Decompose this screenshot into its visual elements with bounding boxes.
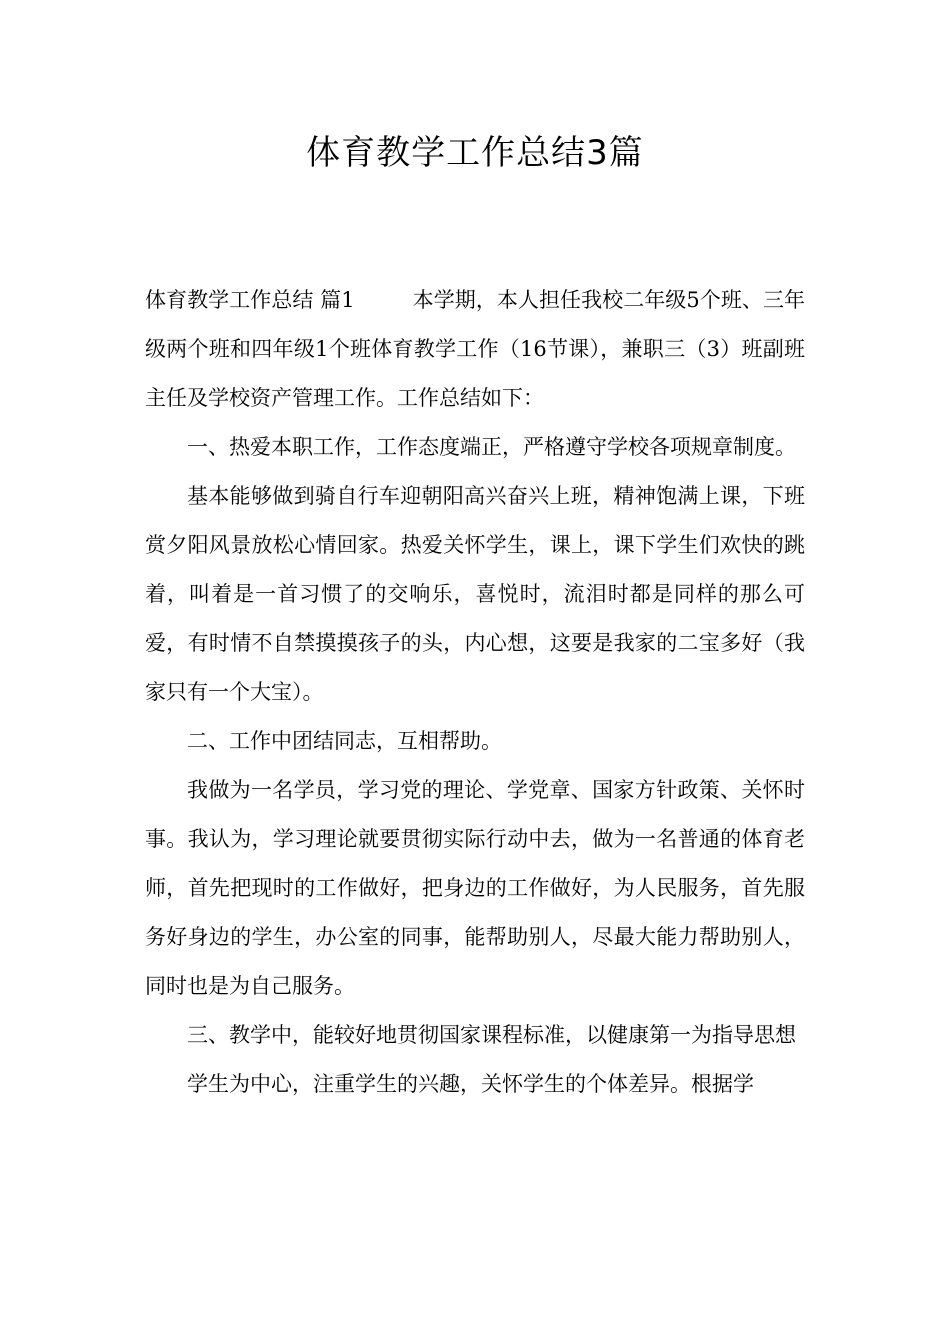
paragraph: 我做为一名学员，学习党的理论、学党章、国家方针政策、关怀时事。我认为，学习理论就要贯彻实际行动中去，做为一名普通的体育老师，首先把现时的工作做好，把身边的工作做好，为人民服务，首先服务好身边的学生，办公室的同事，能帮助别人，尽最大能力帮助别人，同时也是为自己服务。: [145, 778, 805, 998]
paragraph: 三、教学中，能较好地贯彻国家课程标准，以健康第一为指导思想: [187, 1023, 796, 1047]
document-title: 体育教学工作总结3篇: [306, 133, 644, 173]
paragraph: 一、热爱本职工作，工作态度端正，严格遵守学校各项规章制度。: [187, 435, 796, 459]
paragraph-text: 本学期，本人担任我校二年级5个班、三年级两个班和四年级1个班体育教学工作（16节课），兼职三（3）班副班主任及学校资产管理工作。工作总结如下：: [145, 288, 805, 410]
paragraph-intro: [145, 276, 805, 423]
paragraph: 学生为中心，注重学生的兴趣，关怀学生的个体差异。根据学: [187, 1072, 754, 1096]
paragraph: 基本能够做到骑自行车迎朝阳高兴奋兴上班，精神饱满上课，下班赏夕阳风景放松心情回家。热爱关怀学生，课上，课下学生们欢快的跳着，叫着是一首习惯了的交响乐，喜悦时，流泪时都是同样的那么可爱，有时情不自禁摸摸孩子的头，内心想，这要是我家的二宝多好（我家只有一个大宝）。: [145, 484, 805, 704]
document-body: [145, 276, 805, 1109]
paragraph: 二、工作中团结同志，互相帮助。: [187, 729, 502, 753]
section-heading-1: 体育教学工作总结 篇1: [145, 288, 355, 312]
